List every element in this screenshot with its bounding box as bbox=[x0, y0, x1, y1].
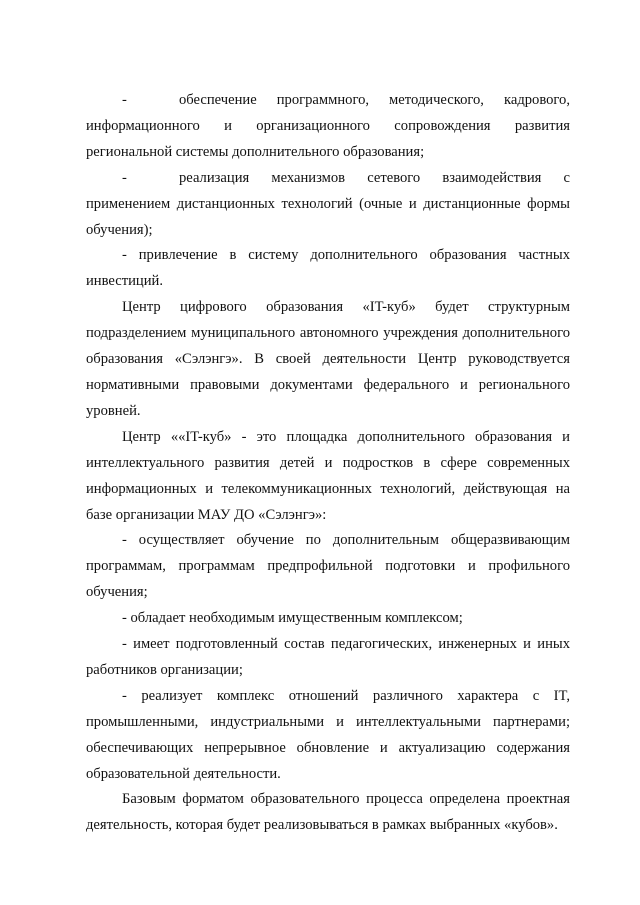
body-text bbox=[86, 88, 570, 839]
paragraph-3: - привлечение в систему дополнительного образования частных инвестиций. bbox=[86, 247, 570, 290]
paragraph-6: - осуществляет обучение по дополнительным общеразвивающим программам, программам предпрофильной подготовки и профильного обучения; bbox=[86, 532, 570, 601]
paragraph-text: обеспечение программного, методического, кадрового, информационного и организационного сопровождения развития региональной системы дополнительного образования; bbox=[86, 92, 570, 160]
paragraph-5: Центр ««IT-куб» - это площадка дополнительного образования и интеллектуального развития детей и подростков в сфере современных информационных и телекоммуникационных технологий, действующая на базе организации МАУ ДО «Сэлэнгэ»: bbox=[86, 428, 570, 523]
list-dash: - bbox=[122, 169, 127, 186]
list-dash: - bbox=[122, 92, 127, 108]
paragraph-10: Базовым форматом образовательного процесса определена проектная деятельность, которая будет реализовываться в рамках выбранных «кубов». bbox=[86, 791, 570, 834]
paragraph-4: Центр цифрового образования «IT-куб» будет структурным подразделением муниципального автономного учреждения дополнительного образования «Сэлэнгэ». В своей деятельности Центр руководствуется нормативными правовыми документами федерального и регионального уровней. bbox=[86, 299, 570, 419]
paragraph-8: - имеет подготовленный состав педагогических, инженерных и иных работников организации; bbox=[86, 636, 570, 678]
paragraph-text: реализация механизмов сетевого взаимодействия с применением дистанционных технологий (очные и дистанционные формы обучения); bbox=[86, 169, 570, 238]
paragraph-1 bbox=[86, 88, 570, 166]
paragraph-9: - реализует комплекс отношений различного характера с IT, промышленными, индустриальными и интеллектуальными партнерами; обеспечивающих непрерывное обновление и актуализацию содержания образовательной деятельности. bbox=[86, 687, 570, 782]
paragraph-2 bbox=[86, 166, 570, 244]
paragraph-7: - обладает необходимым имущественным комплексом; bbox=[122, 610, 463, 627]
